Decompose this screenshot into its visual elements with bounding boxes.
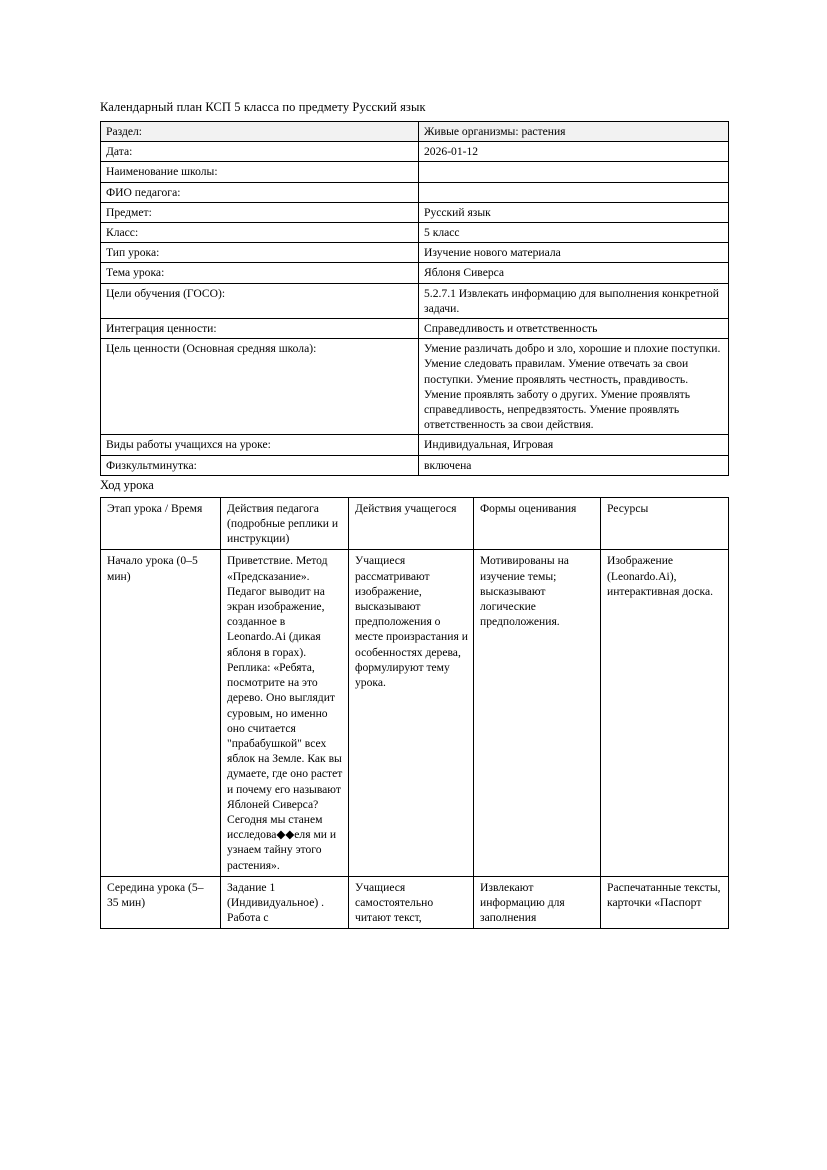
student-actions-cell: Учащиеся самостоятельно читают текст, [349,876,474,929]
info-value-cell: Изучение нового материала [419,243,729,263]
lesson-flow-label: Ход урока [100,477,154,492]
table-row [101,283,729,318]
table-row [101,142,729,162]
column-header: Этап урока / Время [101,497,221,550]
lesson-flow-body [101,550,729,929]
info-label-cell: ФИО педагога: [101,182,419,202]
info-value-cell [419,182,729,202]
table-row [101,263,729,283]
info-label-cell: Тема урока: [101,263,419,283]
lesson-info-body [101,122,729,476]
table-row [101,455,729,475]
info-value-cell: 5 класс [419,223,729,243]
info-value-cell: Умение различать добро и зло, хорошие и плохие поступки. Умение следовать правилам. Умение отвечать за свои поступки. Умение проявлять честность, правдивость. Умение проявлять заботу о других. Умение проявлять справедливость, непредвзятость. Умение проявлять ответственность за свои действия. [419,339,729,435]
table-row [101,876,729,929]
lesson-flow-table [100,497,729,929]
teacher-actions-cell [221,876,349,929]
resources-cell: Изображение (Leonardo.Ai), интерактивная доска. [601,550,729,876]
table-header-row [101,497,729,550]
stage-cell: Начало урока (0–5 мин) [101,550,221,876]
info-label-cell: Интеграция ценности: [101,319,419,339]
table-row [101,550,729,876]
table-row [101,319,729,339]
resources-cell: Распечатанные тексты, карточки «Паспорт [601,876,729,929]
info-value-cell: 2026-01-12 [419,142,729,162]
teacher-text-after: еля ми и узнаем тайну этого растения». [227,828,337,872]
page-title: Календарный план КСП 5 класса по предмету Русский язык [100,100,426,114]
table-row [101,339,729,435]
column-header: Действия педагога (подробные реплики и инструкции) [221,497,349,550]
teacher-text-before: Приветствие. Метод «Предсказание». Педагог выводит на экран изображение, созданное в Leonardo.Ai (дикая яблоня в горах). Реплика: «Ребята, посмотрите на это дерево. Оно выглядит суровым, но именно оно считается "прабабушкой" всех яблок на Земле. Как вы думаете, где оно растет и почему его называют Яблоней Сиверса? Сегодня мы станем исследова [227,554,343,842]
info-label-cell: Виды работы учащихся на уроке: [101,435,419,455]
teacher-text-before: Задание 1 (Индивидуальное) . Работа с [227,880,325,925]
table-row [101,122,729,142]
info-value-cell: Справедливость и ответственность [419,319,729,339]
student-actions-cell: Учащиеся рассматривают изображение, высказывают предположения о месте произрастания и особенностях дерева, формулируют тему урока. [349,550,474,876]
table-row [101,182,729,202]
table-row [101,223,729,243]
lesson-flow-head [101,497,729,550]
info-value-cell [419,162,729,182]
info-value-cell: Живые организмы: растения [419,122,729,142]
table-row [101,202,729,222]
info-label-cell: Тип урока: [101,243,419,263]
info-label-cell: Раздел: [101,122,419,142]
info-value-cell: Яблоня Сиверса [419,263,729,283]
info-label-cell: Дата: [101,142,419,162]
info-value-cell: Индивидуальная, Игровая [419,435,729,455]
teacher-actions-cell [221,550,349,876]
assessment-cell: Мотивированы на изучение темы; высказывают логические предположения. [474,550,601,876]
stage-cell: Середина урока (5–35 мин) [101,876,221,929]
info-label-cell: Цели обучения (ГОСО): [101,283,419,318]
column-header: Ресурсы [601,497,729,550]
info-label-cell: Класс: [101,223,419,243]
table-row [101,435,729,455]
info-label-cell: Физкультминутка: [101,455,419,475]
info-value-cell: включена [419,455,729,475]
replacement-character-glyph: ◆◆ [276,827,295,842]
info-label-cell: Предмет: [101,202,419,222]
info-label-cell: Цель ценности (Основная средняя школа): [101,339,419,435]
lesson-info-table [100,121,729,476]
column-header: Действия учащегося [349,497,474,550]
info-label-cell: Наименование школы: [101,162,419,182]
assessment-cell: Извлекают информацию для заполнения [474,876,601,929]
column-header: Формы оценивания [474,497,601,550]
info-value-cell: 5.2.7.1 Извлекать информацию для выполнения конкретной задачи. [419,283,729,318]
info-value-cell: Русский язык [419,202,729,222]
table-row [101,243,729,263]
table-row [101,162,729,182]
